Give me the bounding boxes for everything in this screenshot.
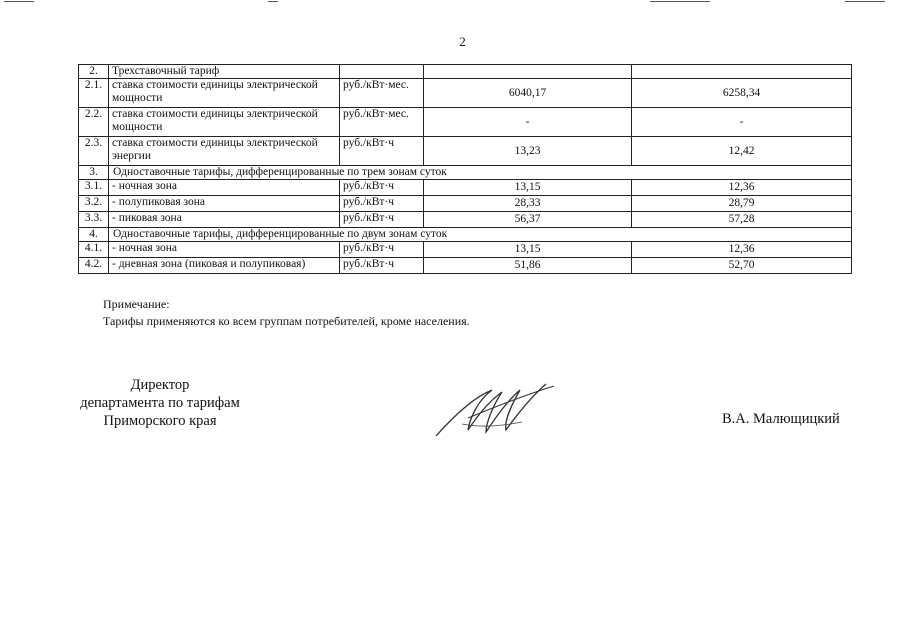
row-description: - ночная зона [109,180,340,196]
value-year-1: - [424,108,632,137]
row-unit: руб./кВт·ч [340,242,424,258]
row-number: 4.2. [79,258,109,274]
value-year-1: 56,37 [424,212,632,228]
value-year-2: 28,79 [632,196,852,212]
signatory-position [70,376,250,430]
value-year-2: - [632,108,852,137]
value-year-2: 12,42 [632,137,852,166]
table-row [79,212,852,228]
scan-edge-mark [650,1,710,2]
row-description: - полупиковая зона [109,196,340,212]
row-number: 3.2. [79,196,109,212]
value-year-2: 12,36 [632,180,852,196]
table-row [79,196,852,212]
note-block [103,296,470,330]
row-description: ставка стоимости единицы электрической мощности [109,108,340,137]
unit-cell [340,65,424,79]
tariff-table [78,64,852,274]
table-row [79,108,852,137]
tariff-table-body [79,65,852,274]
row-number: 4. [79,228,109,242]
table-row [79,65,852,79]
value-year-1: 28,33 [424,196,632,212]
value-year-2: 52,70 [632,258,852,274]
page-number: 2 [459,34,466,49]
row-number: 2.3. [79,137,109,166]
table-row [79,79,852,108]
row-description: ставка стоимости единицы электрической мощности [109,79,340,108]
section-title: Одноставочные тарифы, дифференцированные по трем зонам суток [109,166,852,180]
row-number: 2. [79,65,109,79]
row-unit: руб./кВт·мес. [340,108,424,137]
scan-edge-mark [845,1,885,2]
signatory-line-1: Директор [130,377,190,393]
signatory-name: В.А. Малющицкий [722,411,840,427]
value-year-1: 13,23 [424,137,632,166]
row-unit: руб./кВт·ч [340,137,424,166]
row-unit: руб./кВт·ч [340,180,424,196]
row-number: 2.1. [79,79,109,108]
scan-edge-mark [268,1,278,2]
section-title: Трехставочный тариф [109,65,340,79]
value-year-1: 6040,17 [424,79,632,108]
row-number: 3. [79,166,109,180]
value-year-2: 12,36 [632,242,852,258]
row-description: - пиковая зона [109,212,340,228]
note-text: Тарифы применяются ко всем группам потребителей, кроме населения. [103,314,470,328]
row-description: ставка стоимости единицы электрической энергии [109,137,340,166]
row-unit: руб./кВт·ч [340,258,424,274]
table-row [79,180,852,196]
row-description: - ночная зона [109,242,340,258]
note-title: Примечание: [103,297,170,311]
table-row [79,258,852,274]
value-year-2: 57,28 [632,212,852,228]
row-unit: руб./кВт·мес. [340,79,424,108]
value-cell [632,65,852,79]
row-number: 2.2. [79,108,109,137]
row-description: - дневная зона (пиковая и полупиковая) [109,258,340,274]
scan-edge-mark [4,1,34,2]
table-row [79,242,852,258]
value-year-1: 13,15 [424,180,632,196]
value-year-1: 51,86 [424,258,632,274]
table-row [79,137,852,166]
signatory-line-2: департамента по тарифам [80,395,240,411]
row-number: 3.3. [79,212,109,228]
row-number: 3.1. [79,180,109,196]
value-year-1: 13,15 [424,242,632,258]
row-number: 4.1. [79,242,109,258]
row-unit: руб./кВт·ч [340,212,424,228]
section-title: Одноставочные тарифы, дифференцированные по двум зонам суток [109,228,852,242]
row-unit: руб./кВт·ч [340,196,424,212]
table-row [79,228,852,242]
value-year-2: 6258,34 [632,79,852,108]
handwritten-signature [432,378,562,440]
signatory-line-3: Приморского края [103,413,217,429]
value-cell [424,65,632,79]
table-row [79,166,852,180]
